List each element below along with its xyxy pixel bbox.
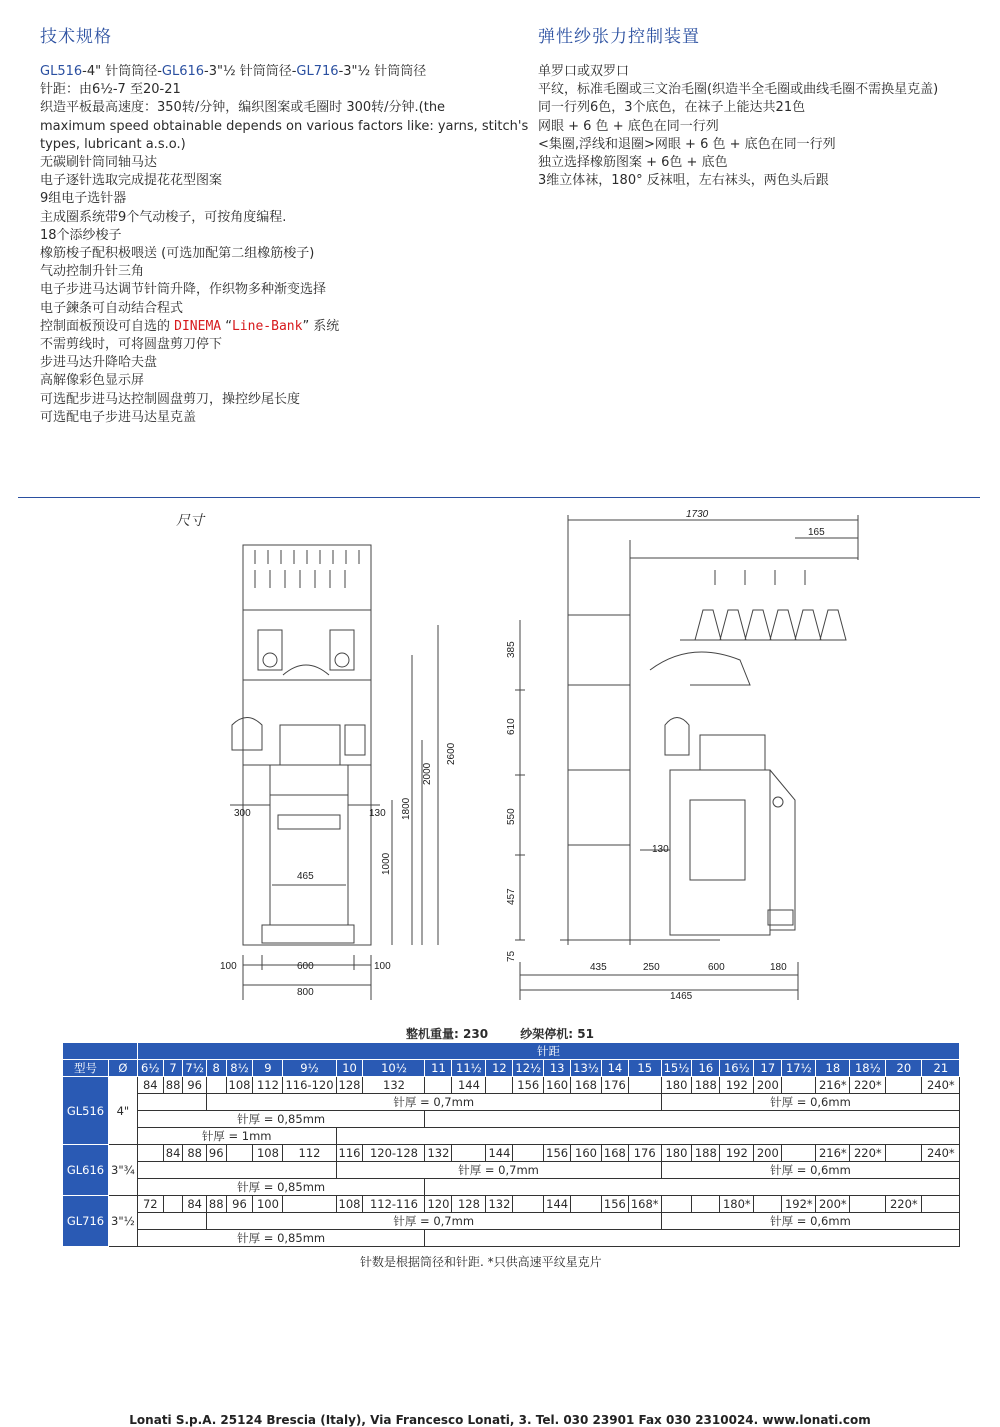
elastic-yarn-section xyxy=(538,22,993,190)
needle-cell: 96 xyxy=(206,1145,226,1162)
side-view-drawing xyxy=(506,509,858,1002)
gauge-cell: 15½ xyxy=(661,1060,692,1077)
needle-cell: 216* xyxy=(816,1145,850,1162)
dim-front-1800: 1800 xyxy=(401,797,412,820)
needle-cell: 240* xyxy=(922,1145,960,1162)
spec-line: 不需剪线时，可将圆盘剪刀停下 xyxy=(40,337,223,353)
dim-front-2000: 2000 xyxy=(422,762,433,785)
gauge-cell: 6½ xyxy=(137,1060,163,1077)
spec-line: 高解像彩色显示屏 xyxy=(40,373,145,389)
needle-cell: 112-116 xyxy=(363,1196,425,1213)
needle-cell: 128 xyxy=(336,1077,363,1094)
spec-line: 无碳刷针筒同轴马达 xyxy=(40,155,158,171)
needle-cell: 188 xyxy=(692,1077,720,1094)
needle-cell: 112 xyxy=(283,1145,336,1162)
needle-cell: 132 xyxy=(363,1077,425,1094)
needle-cell: 120-128 xyxy=(363,1145,425,1162)
dim-side-435: 435 xyxy=(590,962,607,973)
gl516-needles-row xyxy=(63,1077,960,1094)
feature-line: 同一行列6色，3个底色，在袜子上能达共21色 xyxy=(538,100,806,116)
gauge-cell: 14 xyxy=(601,1060,628,1077)
needle-cell xyxy=(137,1145,163,1162)
dim-side-1730: 1730 xyxy=(686,509,709,520)
gl516-thickness-row-1 xyxy=(63,1094,960,1111)
gauge-cell: 12½ xyxy=(513,1060,544,1077)
needle-cell: 108 xyxy=(226,1077,253,1094)
gauge-cell: 10½ xyxy=(363,1060,425,1077)
spec-dinema-line: 控制面板预设可自选的 DINEMA “Line-Bank” 系统 xyxy=(40,318,340,334)
gl716-thickness-row-1 xyxy=(63,1213,960,1230)
needle-cell xyxy=(226,1145,253,1162)
needle-cell: 156 xyxy=(601,1196,628,1213)
needle-cell: 240* xyxy=(922,1077,960,1094)
gl616-model: GL616 xyxy=(63,1145,109,1196)
model-header: 型号 xyxy=(63,1060,109,1077)
needle-cell xyxy=(754,1196,782,1213)
gauge-header-row xyxy=(63,1060,960,1077)
dim-side-385: 385 xyxy=(506,641,517,658)
needle-cell: 200 xyxy=(754,1077,782,1094)
dim-front-130: 130 xyxy=(369,808,386,819)
needle-cell xyxy=(206,1077,226,1094)
gl616-thickness-row-2 xyxy=(63,1179,960,1196)
feature-line: 单罗口或双罗口 xyxy=(538,64,630,79)
needle-cell xyxy=(782,1077,816,1094)
spec-line: 电子鍊条可自动结合程式 xyxy=(40,300,184,316)
gauge-cell: 16½ xyxy=(720,1060,754,1077)
gl616-thickness-07: 针厚 = 0,7mm xyxy=(336,1162,661,1179)
dim-side-600: 600 xyxy=(708,962,725,973)
needle-cell: 160 xyxy=(571,1145,602,1162)
section-divider xyxy=(18,497,980,498)
spec-line: 可选配步进马达控制圆盘剪刀，操控纱尾长度 xyxy=(40,391,301,407)
needle-cell: 188 xyxy=(692,1145,720,1162)
needle-cell xyxy=(850,1196,886,1213)
spec-line: 18个添纱梭子 xyxy=(40,227,122,243)
dimensions-title: 尺寸 xyxy=(176,513,204,529)
gl716-thickness-row-2 xyxy=(63,1230,960,1247)
gl516-thickness-06: 针厚 = 0,6mm xyxy=(661,1094,960,1111)
needle-cell: 84 xyxy=(183,1196,206,1213)
gauge-cell: 9 xyxy=(253,1060,283,1077)
gauge-table xyxy=(62,1042,960,1247)
feature-line: 平纹，标准毛圈或三文治毛圈(织造半全毛圈或曲线毛圈不需换星克盖) xyxy=(538,82,939,98)
needle-cell: 180 xyxy=(661,1145,692,1162)
gl716-thickness-07: 针厚 = 0,7mm xyxy=(206,1213,661,1230)
needle-cell: 144 xyxy=(452,1077,486,1094)
dim-front-100-left: 100 xyxy=(220,961,237,972)
dim-side-75: 75 xyxy=(506,950,517,962)
gauge-cell: 18 xyxy=(816,1060,850,1077)
gauge-cell: 15 xyxy=(628,1060,661,1077)
needle-cell: 192 xyxy=(720,1077,754,1094)
needle-cell: 176 xyxy=(601,1077,628,1094)
needle-cell: 116-120 xyxy=(283,1077,336,1094)
needle-cell xyxy=(571,1196,602,1213)
gl716-thickness-06: 针厚 = 0,6mm xyxy=(661,1213,960,1230)
dim-front-300: 300 xyxy=(234,808,251,819)
needle-cell: 112 xyxy=(253,1077,283,1094)
gl616-thickness-row-1 xyxy=(63,1162,960,1179)
gauge-cell: 7 xyxy=(163,1060,183,1077)
needle-cell: 108 xyxy=(253,1145,283,1162)
needle-cell: 84 xyxy=(137,1077,163,1094)
gl516-diameter: 4" xyxy=(109,1077,138,1145)
gauge-cell: 20 xyxy=(886,1060,922,1077)
dim-side-610: 610 xyxy=(506,718,517,735)
needle-cell: 200 xyxy=(754,1145,782,1162)
needle-cell xyxy=(452,1145,486,1162)
needle-cell xyxy=(922,1196,960,1213)
gl516-thickness-row-3 xyxy=(63,1128,960,1145)
gl516-thickness-1mm: 针厚 = 1mm xyxy=(137,1128,336,1145)
needle-cell: 128 xyxy=(452,1196,486,1213)
gauge-cell: 8 xyxy=(206,1060,226,1077)
diameter-header: Ø xyxy=(109,1060,138,1077)
dimension-drawings xyxy=(0,500,1000,1010)
gauge-cell: 7½ xyxy=(183,1060,206,1077)
gl516-thickness-row-2 xyxy=(63,1111,960,1128)
line-bank-brand: Line-Bank xyxy=(231,318,303,334)
needle-cell: 220* xyxy=(850,1145,886,1162)
needle-cell: 72 xyxy=(137,1196,163,1213)
dim-front-2600: 2600 xyxy=(446,742,457,765)
company-footer: Lonati S.p.A. 25124 Brescia (Italy), Via Francesco Lonati, 3. Tel. 030 23901 Fax 030 2310024. www.lonati.com xyxy=(129,1413,871,1427)
gl716-needles-row xyxy=(63,1196,960,1213)
needle-cell: 88 xyxy=(206,1196,226,1213)
gl516-thickness-07: 针厚 = 0,7mm xyxy=(206,1094,661,1111)
creel-weight: 纱架停机: 51 xyxy=(520,1027,594,1041)
needle-cell: 192 xyxy=(720,1145,754,1162)
spec-line: 针距：由6½-7 至20-21 xyxy=(40,82,181,98)
needle-cell xyxy=(513,1145,544,1162)
gauge-cell: 11½ xyxy=(452,1060,486,1077)
needle-cell xyxy=(661,1196,692,1213)
spec-line: 主成圈系统带9个气动梭子，可按角度编程. xyxy=(40,209,287,225)
dim-front-600: 600 xyxy=(297,961,314,972)
dim-front-100-right: 100 xyxy=(374,961,391,972)
gl716-diameter: 3"½ xyxy=(109,1196,138,1247)
gauge-cell: 12 xyxy=(486,1060,513,1077)
needle-cell: 144 xyxy=(486,1145,513,1162)
gl616-thickness-085: 针厚 = 0,85mm xyxy=(137,1179,425,1196)
technical-specs-section xyxy=(40,22,529,427)
gl516-model: GL516 xyxy=(63,1077,109,1145)
gauge-cell: 21 xyxy=(922,1060,960,1077)
gauge-cell: 10 xyxy=(336,1060,363,1077)
gl716-model: GL716 xyxy=(63,1196,109,1247)
needle-cell: 176 xyxy=(628,1145,661,1162)
dim-side-165: 165 xyxy=(808,527,825,538)
feature-line: 网眼 + 6 色 + 底色在同一行列 xyxy=(538,118,719,134)
weight-line xyxy=(0,1025,1000,1042)
dim-side-550: 550 xyxy=(506,808,517,825)
dim-side-250: 250 xyxy=(643,962,660,973)
feature-line: <集圈,浮线和退圈>网眼 + 6 色 + 底色在同一行列 xyxy=(538,136,836,152)
needle-cell: 84 xyxy=(163,1145,183,1162)
gauge-cell: 9½ xyxy=(283,1060,336,1077)
needle-cell: 192* xyxy=(782,1196,816,1213)
spec-line: 可选配电子步进马达星克盖 xyxy=(40,409,197,425)
needle-cell: 180* xyxy=(720,1196,754,1213)
needle-cell xyxy=(782,1145,816,1162)
spec-line: 电子逐针选取完成提花花型图案 xyxy=(40,173,223,189)
needle-cell: 200* xyxy=(816,1196,850,1213)
needle-cell xyxy=(886,1077,922,1094)
spec-line: 橡筋梭子配积极喂送 (可选加配第二组橡筋梭子) xyxy=(40,246,315,262)
spec-models-line: GL516-4" 针筒筒径-GL616-3"½ 针筒筒径-GL716-3"½ 针筒筒径 xyxy=(40,64,427,79)
needle-cell: 96 xyxy=(226,1196,253,1213)
elastic-list xyxy=(538,63,993,190)
needle-cell: 132 xyxy=(486,1196,513,1213)
needle-cell xyxy=(425,1077,452,1094)
needle-cell: 100 xyxy=(253,1196,283,1213)
dim-side-130: 130 xyxy=(652,844,669,855)
feature-line: 3维立体袜，180° 反袜咀，左右袜头，两色头后跟 xyxy=(538,173,829,189)
spec-line: types, lubricant a.s.o.) xyxy=(40,136,186,152)
needle-cell xyxy=(486,1077,513,1094)
specs-heading: 技术规格 xyxy=(40,27,112,47)
spec-line: 步进马达升降哈夫盘 xyxy=(40,355,158,371)
gauge-cell: 18½ xyxy=(850,1060,886,1077)
gauge-cell: 16 xyxy=(692,1060,720,1077)
gauge-cell: 17 xyxy=(754,1060,782,1077)
specs-list xyxy=(40,63,529,427)
front-view-drawing xyxy=(220,545,457,1000)
spec-line: 织造平板最高速度：350转/分钟，编织图案或毛圈时 300转/分钟.(the xyxy=(40,100,446,116)
needle-cell: 132 xyxy=(425,1145,452,1162)
feature-line: 独立选择橡筋图案 + 6色 + 底色 xyxy=(538,155,728,171)
gauge-cell: 11 xyxy=(425,1060,452,1077)
elastic-heading: 弹性纱张力控制装置 xyxy=(538,27,700,47)
needle-cell xyxy=(886,1145,922,1162)
needle-cell: 120 xyxy=(425,1196,452,1213)
spec-line: maximum speed obtainable depends on various factors like: yarns, stitch's xyxy=(40,118,529,134)
needle-cell: 168 xyxy=(571,1077,602,1094)
needle-cell xyxy=(163,1196,183,1213)
needle-cell xyxy=(628,1077,661,1094)
needle-cell: 96 xyxy=(183,1077,206,1094)
needle-cell: 220* xyxy=(886,1196,922,1213)
needle-cell: 144 xyxy=(544,1196,571,1213)
needle-cell: 168 xyxy=(601,1145,628,1162)
spec-line: 气动控制升针三角 xyxy=(40,264,145,280)
gl616-thickness-06: 针厚 = 0,6mm xyxy=(661,1162,960,1179)
needle-cell: 220* xyxy=(850,1077,886,1094)
dim-front-800: 800 xyxy=(297,987,314,998)
needle-cell xyxy=(283,1196,336,1213)
needle-cell: 156 xyxy=(544,1145,571,1162)
dim-side-180: 180 xyxy=(770,962,787,973)
needle-cell: 168* xyxy=(628,1196,661,1213)
gauge-cell: 17½ xyxy=(782,1060,816,1077)
dim-side-1465: 1465 xyxy=(670,991,693,1002)
needle-cell: 108 xyxy=(336,1196,363,1213)
dim-front-465: 465 xyxy=(297,871,314,882)
spec-line: 9组电子选针器 xyxy=(40,191,127,207)
gl716-thickness-085: 针厚 = 0,85mm xyxy=(137,1230,425,1247)
gauge-cell: 8½ xyxy=(226,1060,253,1077)
needle-cell: 88 xyxy=(183,1145,206,1162)
gauge-group-header: 针距 xyxy=(137,1043,960,1060)
gl616-diameter: 3"¾ xyxy=(109,1145,138,1196)
needle-cell: 156 xyxy=(513,1077,544,1094)
needle-cell: 88 xyxy=(163,1077,183,1094)
needle-cell xyxy=(513,1196,544,1213)
table-note: 针数是根据筒径和针距. *只供高速平纹星克片 xyxy=(360,1255,602,1269)
dim-front-1000: 1000 xyxy=(381,852,392,875)
gauge-cell: 13½ xyxy=(571,1060,602,1077)
gauge-cell: 13 xyxy=(544,1060,571,1077)
needle-cell: 116 xyxy=(336,1145,363,1162)
gl616-needles-row xyxy=(63,1145,960,1162)
dim-side-457: 457 xyxy=(506,888,517,905)
needle-cell: 180 xyxy=(661,1077,692,1094)
needle-cell: 216* xyxy=(816,1077,850,1094)
needle-cell: 160 xyxy=(544,1077,571,1094)
dinema-brand: DINEMA xyxy=(174,318,222,334)
gl516-thickness-085: 针厚 = 0,85mm xyxy=(137,1111,425,1128)
needle-cell xyxy=(692,1196,720,1213)
spec-line: 电子步进马达调节针筒升降，作织物多种渐变选择 xyxy=(40,282,327,298)
machine-weight: 整机重量: 230 xyxy=(406,1027,489,1041)
